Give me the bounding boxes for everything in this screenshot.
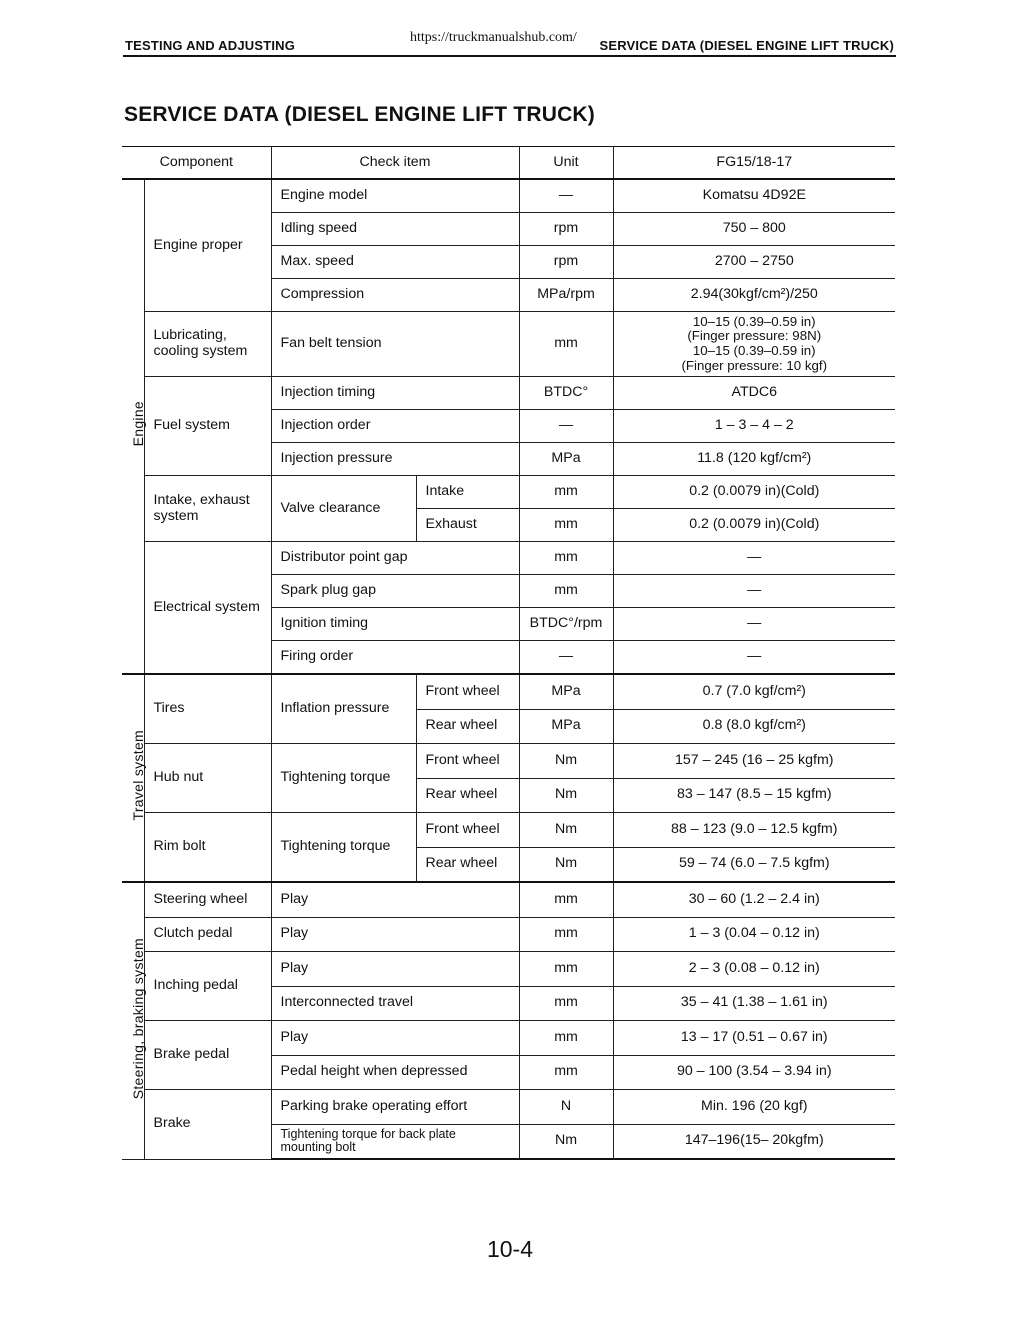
check-item-cell: Idling speed bbox=[271, 213, 519, 246]
table-row bbox=[122, 476, 895, 509]
check-item-cell: Play bbox=[271, 952, 519, 987]
value-cell: ATDC6 bbox=[613, 377, 895, 410]
unit-cell: mm bbox=[519, 986, 613, 1021]
component-cell: Clutch pedal bbox=[144, 917, 271, 952]
unit-cell: N bbox=[519, 1090, 613, 1125]
unit-cell: mm bbox=[519, 882, 613, 917]
sub-item-cell: Rear wheel bbox=[416, 709, 519, 744]
check-item-cell: Play bbox=[271, 917, 519, 952]
unit-cell: rpm bbox=[519, 246, 613, 279]
value-cell: 0.7 (7.0 kgf/cm²) bbox=[613, 674, 895, 709]
value-cell: 2.94(30kgf/cm²)/250 bbox=[613, 279, 895, 312]
check-item-cell: Engine model bbox=[271, 179, 519, 213]
component-cell: Brake bbox=[144, 1090, 271, 1160]
value-cell: Komatsu 4D92E bbox=[613, 179, 895, 213]
sub-item-cell: Intake bbox=[416, 476, 519, 509]
value-cell: — bbox=[613, 608, 895, 641]
unit-cell: Nm bbox=[519, 778, 613, 813]
value-cell: 35 – 41 (1.38 – 1.61 in) bbox=[613, 986, 895, 1021]
check-item-cell: Firing order bbox=[271, 641, 519, 675]
unit-cell: mm bbox=[519, 476, 613, 509]
header-rule bbox=[123, 55, 896, 57]
unit-cell: Nm bbox=[519, 813, 613, 848]
component-cell: Steering wheel bbox=[144, 882, 271, 917]
unit-cell: MPa bbox=[519, 443, 613, 476]
value-cell bbox=[613, 312, 895, 377]
component-cell: Fuel system bbox=[144, 377, 271, 476]
group-label-steering-braking: Steering, braking system bbox=[122, 882, 144, 1159]
component-cell: Intake, exhaust system bbox=[144, 476, 271, 542]
table-row bbox=[122, 1090, 895, 1125]
service-data-table bbox=[122, 146, 895, 1160]
col-header-unit: Unit bbox=[519, 147, 613, 180]
col-header-check-item: Check item bbox=[271, 147, 519, 180]
unit-cell: BTDC° bbox=[519, 377, 613, 410]
value-cell: 750 – 800 bbox=[613, 213, 895, 246]
unit-cell: Nm bbox=[519, 1124, 613, 1159]
unit-cell: MPa bbox=[519, 674, 613, 709]
check-item-cell: Inflation pressure bbox=[271, 674, 416, 744]
check-item-cell: Spark plug gap bbox=[271, 575, 519, 608]
check-item-cell: Max. speed bbox=[271, 246, 519, 279]
unit-cell: mm bbox=[519, 952, 613, 987]
unit-cell: MPa bbox=[519, 709, 613, 744]
component-cell: Inching pedal bbox=[144, 952, 271, 1021]
value-cell: 2700 – 2750 bbox=[613, 246, 895, 279]
sub-item-cell: Front wheel bbox=[416, 813, 519, 848]
table-header-row bbox=[122, 147, 895, 180]
table-row bbox=[122, 917, 895, 952]
unit-cell: mm bbox=[519, 509, 613, 542]
value-cell: 2 – 3 (0.08 – 0.12 in) bbox=[613, 952, 895, 987]
table-row bbox=[122, 674, 895, 709]
value-line: 10–15 (0.39–0.59 in) bbox=[692, 313, 816, 329]
value-cell: — bbox=[613, 542, 895, 575]
table-row bbox=[122, 813, 895, 848]
check-item-cell: Pedal height when depressed bbox=[271, 1055, 519, 1090]
table-row bbox=[122, 179, 895, 213]
sub-item-cell: Front wheel bbox=[416, 674, 519, 709]
value-cell: 90 – 100 (3.54 – 3.94 in) bbox=[613, 1055, 895, 1090]
value-cell: 1 – 3 – 4 – 2 bbox=[613, 410, 895, 443]
check-item-cell: Distributor point gap bbox=[271, 542, 519, 575]
value-cell: 30 – 60 (1.2 – 2.4 in) bbox=[613, 882, 895, 917]
unit-cell: — bbox=[519, 410, 613, 443]
check-item-cell: Tightening torque for back plate mounting bolt bbox=[271, 1124, 519, 1159]
sub-item-cell: Rear wheel bbox=[416, 847, 519, 882]
group-label-travel: Travel system bbox=[122, 674, 144, 882]
table-row bbox=[122, 542, 895, 575]
unit-cell: mm bbox=[519, 917, 613, 952]
check-item-cell: Compression bbox=[271, 279, 519, 312]
table-row bbox=[122, 744, 895, 779]
value-cell: 88 – 123 (9.0 – 12.5 kgfm) bbox=[613, 813, 895, 848]
page-number: 10-4 bbox=[486, 1236, 534, 1262]
value-cell: 83 – 147 (8.5 – 15 kgfm) bbox=[613, 778, 895, 813]
group-label-engine: Engine bbox=[122, 179, 144, 674]
component-cell: Rim bolt bbox=[144, 813, 271, 883]
table-row bbox=[122, 952, 895, 987]
value-cell: 157 – 245 (16 – 25 kgfm) bbox=[613, 744, 895, 779]
header-watermark-url[interactable]: https://truckmanualshub.com/ bbox=[410, 30, 577, 45]
component-cell: Hub nut bbox=[144, 744, 271, 813]
table-row bbox=[122, 377, 895, 410]
table-row bbox=[122, 312, 895, 377]
sub-item-cell: Front wheel bbox=[416, 744, 519, 779]
check-item-cell: Parking brake operating effort bbox=[271, 1090, 519, 1125]
page-title: SERVICE DATA (DIESEL ENGINE LIFT TRUCK) bbox=[124, 103, 595, 126]
unit-cell: rpm bbox=[519, 213, 613, 246]
check-item-cell: Play bbox=[271, 882, 519, 917]
component-cell: Lubricating, cooling system bbox=[144, 312, 271, 377]
value-line: 10–15 (0.39–0.59 in) bbox=[692, 343, 816, 358]
value-cell: 13 – 17 (0.51 – 0.67 in) bbox=[613, 1021, 895, 1056]
check-item-cell: Interconnected travel bbox=[271, 986, 519, 1021]
check-item-cell: Play bbox=[271, 1021, 519, 1056]
unit-cell: Nm bbox=[519, 744, 613, 779]
sub-item-cell: Exhaust bbox=[416, 509, 519, 542]
unit-cell: mm bbox=[519, 575, 613, 608]
col-header-component: Component bbox=[122, 147, 271, 180]
unit-cell: — bbox=[519, 641, 613, 675]
value-cell: 59 – 74 (6.0 – 7.5 kgfm) bbox=[613, 847, 895, 882]
value-cell: 0.8 (8.0 kgf/cm²) bbox=[613, 709, 895, 744]
check-item-cell: Injection timing bbox=[271, 377, 519, 410]
col-header-model: FG15/18-17 bbox=[613, 147, 895, 180]
unit-cell: mm bbox=[519, 312, 613, 377]
check-item-cell: Valve clearance bbox=[271, 476, 416, 542]
check-item-cell: Injection order bbox=[271, 410, 519, 443]
table-row bbox=[122, 1021, 895, 1056]
value-cell: 1 – 3 (0.04 – 0.12 in) bbox=[613, 917, 895, 952]
value-cell: 11.8 (120 kgf/cm²) bbox=[613, 443, 895, 476]
header-section-label: TESTING AND ADJUSTING bbox=[125, 38, 296, 53]
check-item-cell: Fan belt tension bbox=[271, 312, 519, 377]
check-item-cell: Tightening torque bbox=[271, 744, 416, 813]
component-cell: Engine proper bbox=[144, 179, 271, 312]
unit-cell: mm bbox=[519, 542, 613, 575]
unit-cell: mm bbox=[519, 1021, 613, 1056]
table-row bbox=[122, 882, 895, 917]
sub-item-cell: Rear wheel bbox=[416, 778, 519, 813]
unit-cell: — bbox=[519, 179, 613, 213]
unit-cell: BTDC°/rpm bbox=[519, 608, 613, 641]
check-item-cell: Ignition timing bbox=[271, 608, 519, 641]
component-cell: Electrical system bbox=[144, 542, 271, 675]
value-cell: 0.2 (0.0079 in)(Cold) bbox=[613, 509, 895, 542]
unit-cell: Nm bbox=[519, 847, 613, 882]
value-cell: — bbox=[613, 641, 895, 675]
check-item-cell: Tightening torque bbox=[271, 813, 416, 883]
value-line: (Finger pressure: 10 kgf) bbox=[681, 357, 828, 373]
value-cell: — bbox=[613, 575, 895, 608]
check-item-cell: Injection pressure bbox=[271, 443, 519, 476]
value-line: (Finger pressure: 98N) bbox=[687, 328, 822, 344]
component-cell: Tires bbox=[144, 674, 271, 744]
value-cell: 0.2 (0.0079 in)(Cold) bbox=[613, 476, 895, 509]
component-cell: Brake pedal bbox=[144, 1021, 271, 1090]
unit-cell: mm bbox=[519, 1055, 613, 1090]
unit-cell: MPa/rpm bbox=[519, 279, 613, 312]
header-page-title: SERVICE DATA (DIESEL ENGINE LIFT TRUCK) bbox=[599, 38, 894, 53]
value-cell: 147–196(15– 20kgfm) bbox=[613, 1124, 895, 1159]
value-cell: Min. 196 (20 kgf) bbox=[613, 1090, 895, 1125]
